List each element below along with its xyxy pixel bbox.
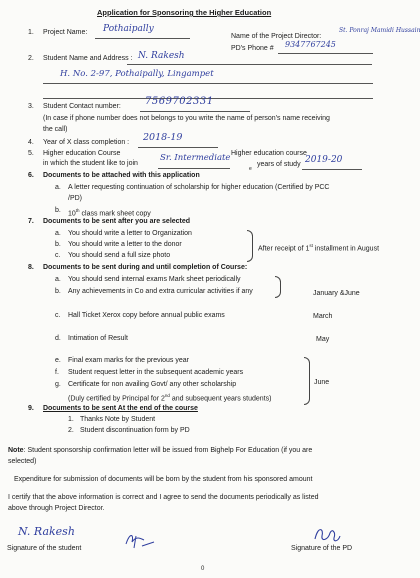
student-contact-line — [140, 111, 250, 112]
student-name-address-label: Student Name and Address : — [43, 55, 133, 62]
project-director-label: Name of the Project Director: — [231, 33, 322, 40]
student-contact-label: Student Contact number: — [43, 103, 121, 110]
expenditure-statement: Expenditure for submission of documents will be born by the student from his sponsored amount — [14, 476, 313, 483]
item-8g-letter: g. — [55, 381, 61, 388]
item-6a-text-1: A letter requesting continuation of scholarship for higher education (Certified by PCC — [68, 184, 330, 191]
course-line — [158, 168, 230, 169]
x-class-completion-value: 2018-19 — [143, 132, 183, 143]
item-9-1-number: 1. — [68, 416, 74, 423]
item-7a-letter: a. — [55, 230, 61, 237]
pd-signature — [312, 524, 342, 546]
higher-education-course-label: Higher education Course — [43, 150, 121, 157]
item-7c-letter: c. — [55, 252, 61, 259]
pd-phone-label: PD's Phone # — [231, 45, 274, 52]
note-line-1: Note: Student sponsorship confirmation letter will be issued from Bighelp For Education (if you are — [8, 447, 313, 454]
item-8b-letter: b. — [55, 288, 61, 295]
pd-phone-line — [278, 53, 373, 54]
note-line-2: selected) — [8, 458, 37, 465]
documents-end-of-course-heading: Documents to be sent At the end of the course — [43, 405, 198, 412]
address-line-1 — [43, 83, 373, 84]
item-8d-timing: May — [316, 336, 330, 343]
contact-note-line-1: (In case if phone number does not belongs to you write the name of person's name receiving — [43, 115, 330, 122]
years-of-study-value: 2019-20 — [305, 155, 343, 165]
brace-8efg — [304, 357, 310, 405]
item-9-1-text: Thanks Note by Student — [80, 416, 156, 423]
years-of-study-label-2: years of study — [257, 161, 301, 168]
item-7b-letter: b. — [55, 241, 61, 248]
project-director-value: St. Ponraj Mamidi Hussain — [339, 27, 420, 34]
documents-attached-heading: Documents to be attached with this application — [43, 172, 200, 179]
item-7b-text: You should write a letter to the donor — [68, 241, 182, 248]
small-mark: e — [249, 166, 252, 172]
item-8d-letter: d. — [55, 335, 61, 342]
item-number-1: 1. — [28, 29, 34, 36]
item-8f-letter: f. — [55, 369, 59, 376]
item-6b-letter: b. — [55, 207, 61, 214]
item-7c-text: You should send a full size photo — [68, 252, 171, 259]
project-name-line — [95, 38, 190, 39]
project-name-label: Project Name: — [43, 29, 88, 36]
pd-signature-label: Signature of the PD — [291, 545, 353, 552]
item-6a-letter: a. — [55, 184, 61, 191]
student-contact-value: 7569702331 — [145, 96, 214, 107]
years-of-study-label-1: Higher education course — [231, 150, 307, 157]
item-number-7: 7. — [28, 218, 34, 225]
item-number-8: 8. — [28, 264, 34, 271]
item-number-5: 5. — [28, 150, 34, 157]
documents-after-selected-heading: Documents to be sent after you are selected — [43, 218, 191, 225]
item-8d-text: Intimation of Result — [68, 335, 128, 342]
student-name-value: N. Rakesh — [138, 51, 185, 61]
item-8c-text: Hall Ticket Xerox copy before annual public exams — [68, 312, 225, 319]
item-7a-text: You should write a letter to Organization — [68, 230, 192, 237]
item-6b-text: 10th class mark sheet copy — [68, 208, 151, 218]
page-mark: 0 — [201, 566, 205, 572]
student-name-line — [127, 64, 372, 65]
item-number-3: 3. — [28, 103, 34, 110]
item-8ab-timing: January &June — [313, 290, 360, 297]
item-number-4: 4. — [28, 139, 34, 146]
item-7-timing: After receipt of 1st installment in August — [258, 243, 380, 253]
student-signature-label: Signature of the student — [7, 545, 82, 552]
item-8g-text: Certificate for non availing Govt/ any other scholarship — [68, 381, 237, 388]
item-8a-text: You should send internal exams Mark sheet periodically — [68, 276, 241, 283]
item-8a-letter: a. — [55, 276, 61, 283]
contact-note-line-2: the call) — [43, 126, 68, 133]
item-8efg-timing: June — [314, 379, 330, 386]
student-signature: N. Rakesh — [18, 525, 75, 538]
item-6a-text-2: /PD) — [68, 195, 82, 202]
x-class-completion-label: Year of X class completion : — [43, 139, 130, 146]
item-9-2-text: Student discontinuation form by PD — [80, 427, 190, 434]
item-8f-text: Student request letter in the subsequent academic years — [68, 369, 244, 376]
document-title: Application for Sponsoring the Higher Education — [97, 8, 272, 17]
item-8e-text: Final exam marks for the previous year — [68, 357, 189, 364]
documents-during-course-heading: Documents to be sent during and until completion of Course: — [43, 264, 248, 271]
student-address-value: H. No. 2-97, Pothaipally, Lingampet — [60, 69, 214, 79]
certify-line-1: I certify that the above information is correct and I agree to send the documents periodically as listed — [8, 494, 319, 501]
item-number-6: 6. — [28, 172, 34, 179]
certify-line-2: above through Project Director. — [8, 505, 105, 512]
date-scribble — [122, 528, 158, 550]
item-9-2-number: 2. — [68, 427, 74, 434]
item-8g-subtext: (Duly certified by Principal for 2nd and subsequent years students) — [68, 393, 272, 403]
years-of-study-line — [302, 169, 362, 170]
pd-phone-value: 9347767245 — [285, 40, 336, 49]
item-number-2: 2. — [28, 55, 34, 62]
item-8b-text: Any achievements in Co and extra curricular activities if any — [68, 288, 253, 295]
course-to-join-label: in which the student like to join — [43, 160, 138, 167]
item-number-9: 9. — [28, 405, 34, 412]
course-value: Sr. Intermediate — [160, 153, 231, 163]
brace-7 — [247, 230, 253, 262]
project-name-value: Pothaipally — [103, 24, 154, 34]
item-8c-timing: March — [313, 313, 333, 320]
item-8e-letter: e. — [55, 357, 61, 364]
item-8c-letter: c. — [55, 312, 61, 319]
x-class-completion-line — [138, 147, 218, 148]
brace-8ab — [275, 276, 281, 298]
